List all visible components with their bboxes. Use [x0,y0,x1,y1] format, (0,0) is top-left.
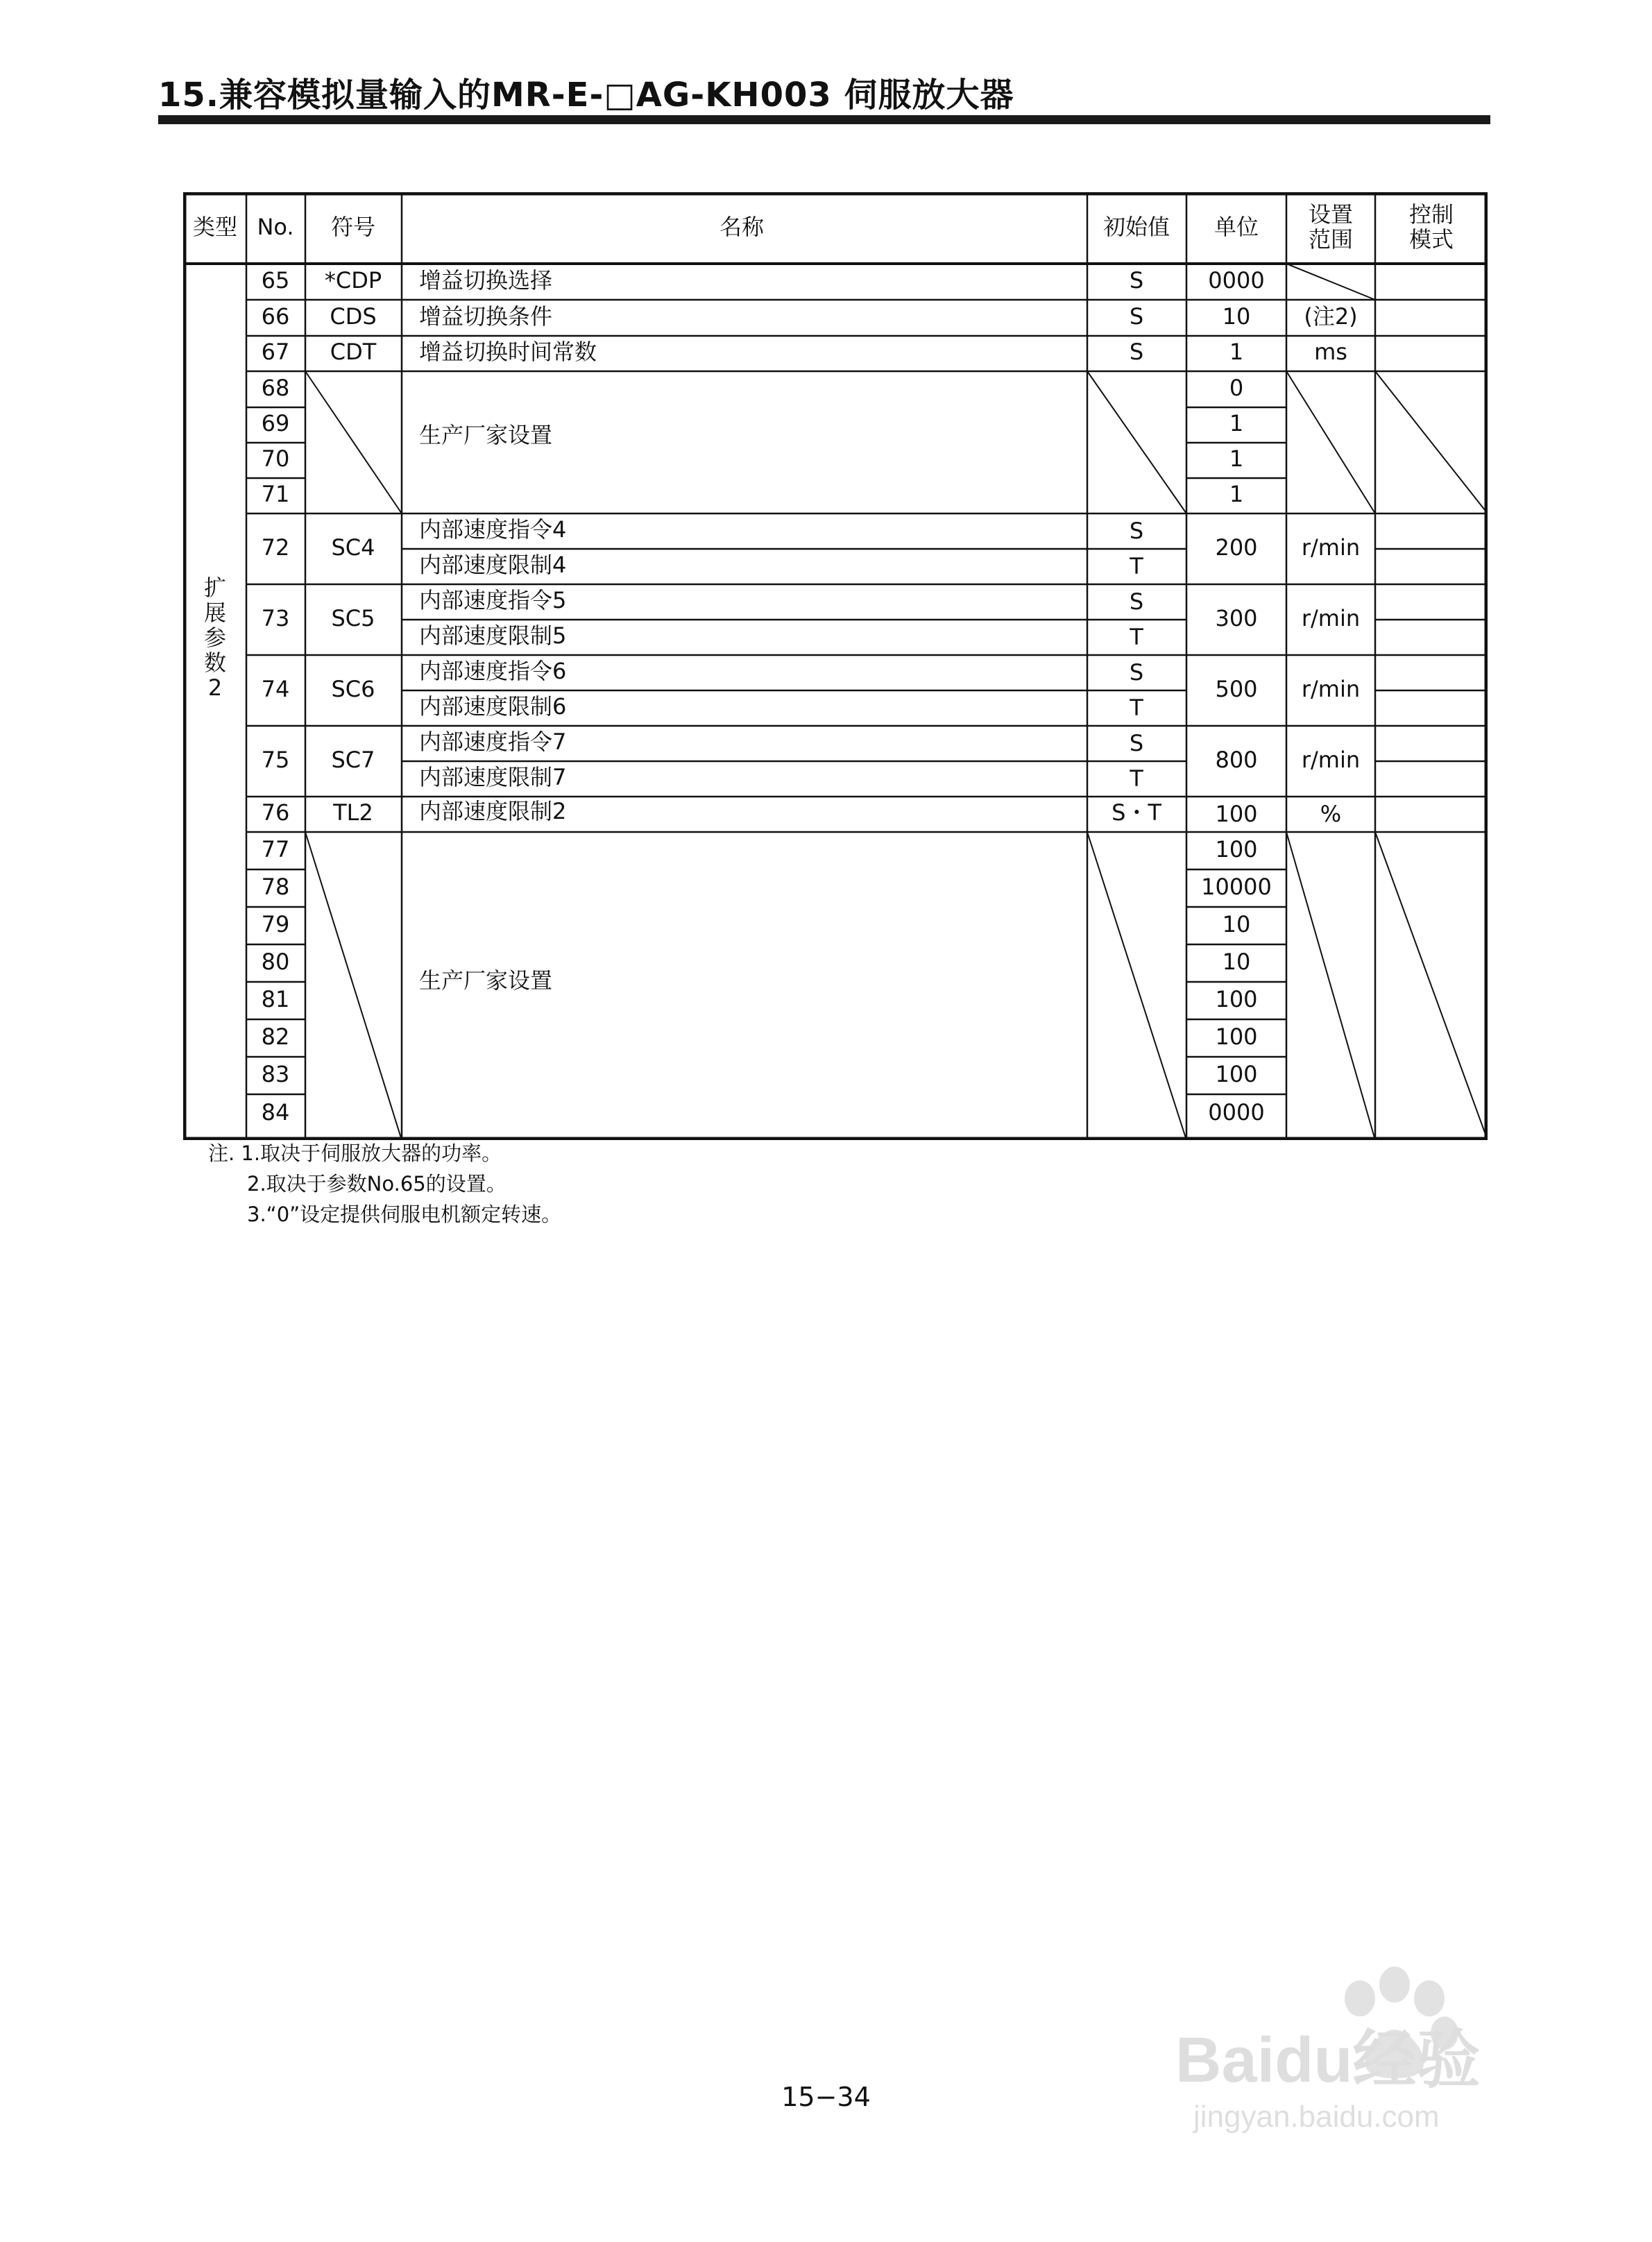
cell-no: 79 [261,911,290,937]
watermark-brand: Baidu经验 [1175,2025,1481,2096]
page-title: 15.兼容模拟量输入的MR-E-□AG-KH003 伺服放大器 [158,76,1014,114]
cell-symbol: *CDP [324,267,382,294]
cell-name: 内部速度指令7 [419,729,567,755]
cell-symbol: SC6 [331,676,375,702]
cell-unit: 800 [1215,747,1258,773]
header-unit: 单位 [1214,214,1259,240]
cell-range: ms [1314,339,1347,365]
cell-no: 68 [261,375,290,401]
cell-name: 内部速度指令6 [419,658,567,684]
cell-unit: 0000 [1208,267,1265,294]
header-symbol: 符号 [330,214,376,240]
type-char: 2 [207,674,223,701]
manufacturer-setting-label: 生产厂家设置 [419,422,553,448]
cell-no: 69 [261,410,290,436]
manufacturer-setting-label: 生产厂家设置 [419,967,553,994]
cell-range: % [1320,801,1342,827]
cell-unit: 1 [1229,410,1244,436]
type-char: 数 [203,649,227,676]
header-mode-line2: 模式 [1408,226,1454,253]
cell-no: 66 [261,303,290,330]
cell-initial: S [1129,730,1144,756]
cell-name: 内部速度指令5 [419,587,567,613]
cell-name: 增益切换时间常数 [419,339,597,365]
cell-no: 73 [261,605,290,631]
footnote: 3.“0”设定提供伺服电机额定转速。 [247,1203,562,1226]
cell-initial: S [1129,588,1144,615]
cell-no: 71 [261,481,290,507]
cell-unit: 300 [1215,605,1258,631]
cell-symbol: SC5 [331,605,375,631]
cell-no: 78 [261,874,290,900]
type-char: 扩 [203,575,227,601]
cell-no: 65 [261,267,290,294]
cell-unit: 1 [1229,445,1244,472]
cell-unit: 200 [1215,534,1258,561]
cell-symbol: CDT [330,339,377,365]
cell-unit: 100 [1215,1024,1258,1050]
cell-initial: S [1129,303,1144,330]
cell-name: 内部速度限制6 [419,693,567,720]
header-initial: 初始值 [1102,214,1170,240]
cell-no: 83 [261,1061,290,1087]
baidu-jingyan-watermark [1173,1957,1561,2137]
cell-unit: 0000 [1208,1099,1265,1126]
watermark-url: jingyan.baidu.com [1193,2100,1440,2134]
cell-symbol: TL2 [333,799,373,826]
footnote: 注. 1.取决于伺服放大器的功率。 [208,1141,502,1165]
cell-unit: 1 [1229,481,1244,507]
type-char: 参 [203,625,227,651]
header-range-line2: 范围 [1308,226,1354,253]
cell-initial: S・T [1112,799,1161,826]
cell-name: 增益切换选择 [419,267,553,294]
cell-initial: S [1129,518,1144,544]
cell-unit: 10000 [1201,874,1272,900]
header-mode-line1: 控制 [1408,201,1454,228]
cell-no: 80 [261,949,290,975]
cell-unit: 1 [1229,339,1244,365]
cell-no: 75 [261,747,290,773]
cell-range: r/min [1301,676,1361,702]
cell-name: 内部速度指令4 [419,516,567,543]
header-name: 名称 [719,214,765,240]
cell-symbol: SC7 [331,747,375,773]
cell-symbol: SC4 [331,534,375,561]
cell-no: 76 [261,799,290,826]
cell-unit: 100 [1215,836,1258,863]
cell-unit: 100 [1215,801,1258,827]
cell-no: 67 [261,339,290,365]
cell-initial: T [1130,553,1143,579]
cell-unit: 100 [1215,1061,1258,1087]
cell-initial: S [1129,659,1144,686]
cell-initial: S [1129,339,1144,365]
cell-name: 内部速度限制5 [419,622,567,649]
cell-no: 74 [261,676,290,702]
cell-initial: S [1129,267,1144,294]
cell-initial: T [1130,695,1143,721]
footnote: 2.取决于参数No.65的设置。 [247,1172,506,1196]
cell-name: 增益切换条件 [419,303,553,330]
cell-unit: 0 [1229,375,1244,401]
title-rule [158,115,1490,124]
cell-no: 77 [261,836,290,863]
cell-initial: T [1130,765,1143,792]
cell-no: 84 [261,1099,290,1126]
header-type: 类型 [192,214,238,240]
parameter-table [183,192,1488,1140]
cell-name: 内部速度限制7 [419,764,567,790]
cell-no: 81 [261,986,290,1012]
type-char: 展 [203,600,227,626]
footnotes [208,1138,561,1230]
cell-unit: 100 [1215,986,1258,1012]
page-number: 15−34 [781,2082,871,2112]
cell-no: 70 [261,445,290,472]
cell-range: (注2) [1304,303,1358,330]
cell-name: 内部速度限制2 [419,798,567,824]
header-no: No. [257,214,294,240]
cell-unit: 500 [1215,676,1258,702]
cell-unit: 10 [1222,911,1251,937]
cell-range: r/min [1301,534,1361,561]
cell-unit: 10 [1222,949,1251,975]
cell-no: 82 [261,1024,290,1050]
cell-no: 72 [261,534,290,561]
cell-symbol: CDS [330,303,377,330]
cell-range: r/min [1301,605,1361,631]
cell-initial: T [1130,624,1143,650]
cell-range: r/min [1301,747,1361,773]
cell-name: 内部速度限制4 [419,552,567,578]
cell-unit: 10 [1222,303,1251,330]
header-range-line1: 设置 [1308,201,1354,228]
